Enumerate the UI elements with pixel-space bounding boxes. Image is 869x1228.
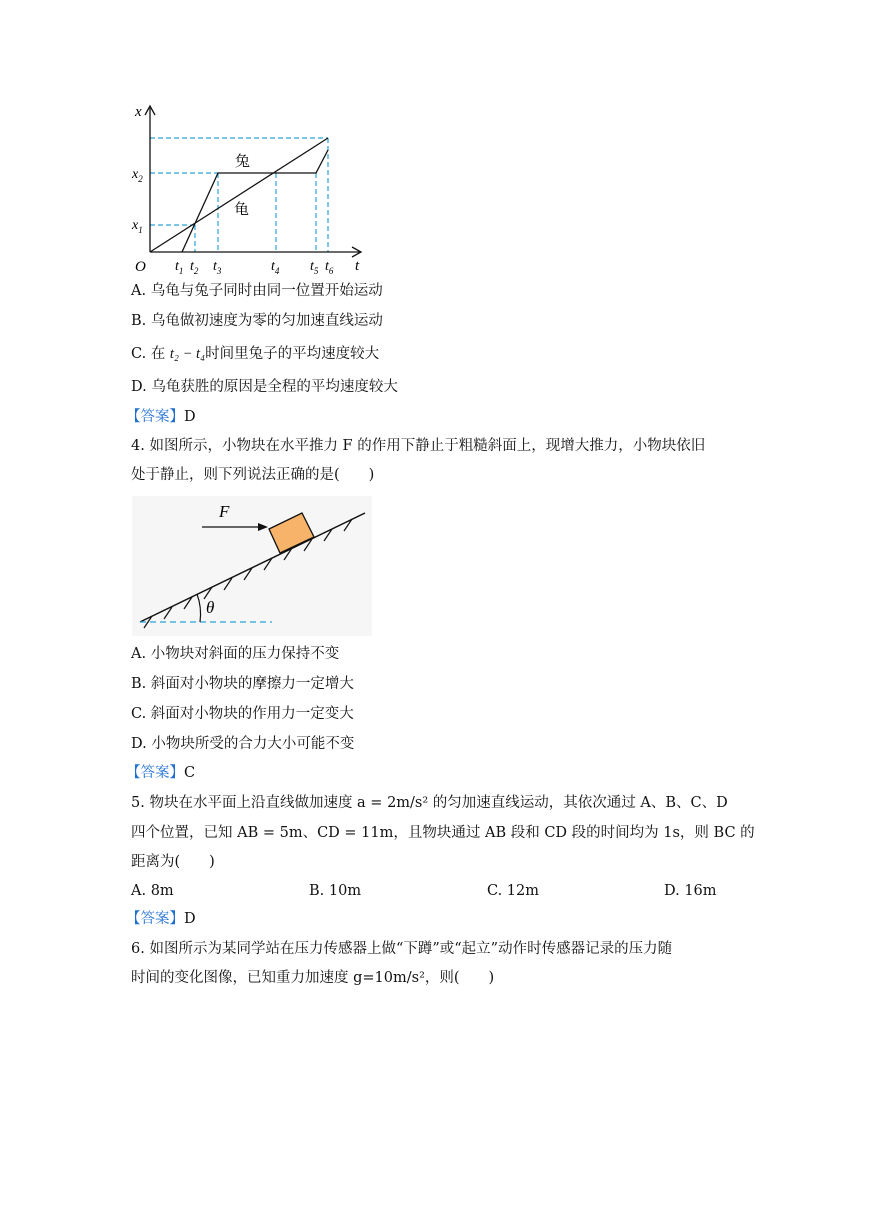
q3-option-b: B. 乌龟做初速度为零的匀加速直线运动	[131, 313, 383, 329]
q5-stem-line3: 距离为( )	[131, 854, 215, 870]
rabbit-line	[182, 150, 328, 252]
tick-t4: $t_4$	[271, 259, 280, 276]
q4-stem-line1: 4. 如图所示，小物块在水平推力 F 的作用下静止于粗糙斜面上，现增大推力，小物块依旧	[131, 438, 706, 454]
axis-t-label: t	[355, 258, 360, 274]
q4-stem-line2: 处于静止，则下列说法正确的是( )	[131, 467, 375, 483]
xt-graph	[128, 98, 368, 278]
q5-option-a: A. 8m	[131, 883, 174, 899]
tick-t5: $t_5$	[310, 259, 319, 276]
q4-option-d: D. 小物块所受的合力大小可能不变	[131, 736, 355, 752]
q5-option-b: B. 10m	[309, 883, 362, 899]
tick-t1: $t_1$	[175, 259, 184, 276]
axis-x-label: x	[135, 104, 142, 120]
q5-stem-line2: 四个位置，已知 AB = 5m、CD = 11m，且物块通过 AB 段和 CD 段的时间均为 1s，则 BC 的	[131, 825, 755, 841]
tick-t3: $t_3$	[213, 259, 222, 276]
time-interval-expr: t₂ − t₄	[169, 346, 206, 362]
q5-answer: 【答案】D	[126, 911, 196, 927]
q4-option-c: C. 斜面对小物块的作用力一定变大	[131, 706, 354, 722]
q4-option-b: B. 斜面对小物块的摩擦力一定增大	[131, 676, 354, 692]
q5-stem-line1: 5. 物块在水平面上沿直线做加速度 a = 2m/s² 的匀加速直线运动，其依次通过 A、B、C、D	[131, 795, 728, 811]
rabbit-label: 兔	[235, 154, 251, 170]
tick-t2: $t_2$	[190, 259, 199, 276]
q6-stem-line1: 6. 如图所示为某同学站在压力传感器上做“下蹲”或“起立”动作时传感器记录的压力随	[131, 941, 673, 957]
turtle-label: 龟	[234, 202, 250, 218]
incline-figure	[132, 496, 372, 636]
tick-t6: $t_6$	[325, 259, 334, 276]
q3-answer: 【答案】D	[126, 409, 196, 425]
origin-label: O	[135, 259, 146, 275]
tick-x1: $x_1$	[132, 218, 143, 235]
q5-option-c: C. 12m	[487, 883, 539, 899]
q3-option-d: D. 乌龟获胜的原因是全程的平均速度较大	[131, 379, 398, 395]
q5-option-d: D. 16m	[664, 883, 717, 899]
q4-option-a: A. 小物块对斜面的压力保持不变	[131, 646, 340, 662]
q3-option-c: C. 在 t₂ − t₄时间里兔子的平均速度较大	[131, 346, 380, 362]
angle-label: θ	[206, 598, 215, 617]
force-label: F	[219, 502, 230, 521]
tick-x2: $x_2$	[132, 167, 143, 184]
q4-answer: 【答案】C	[126, 765, 196, 781]
q3-option-a: A. 乌龟与兔子同时由同一位置开始运动	[131, 283, 383, 299]
q6-stem-line2: 时间的变化图像，已知重力加速度 g=10m/s²，则( )	[131, 970, 495, 986]
